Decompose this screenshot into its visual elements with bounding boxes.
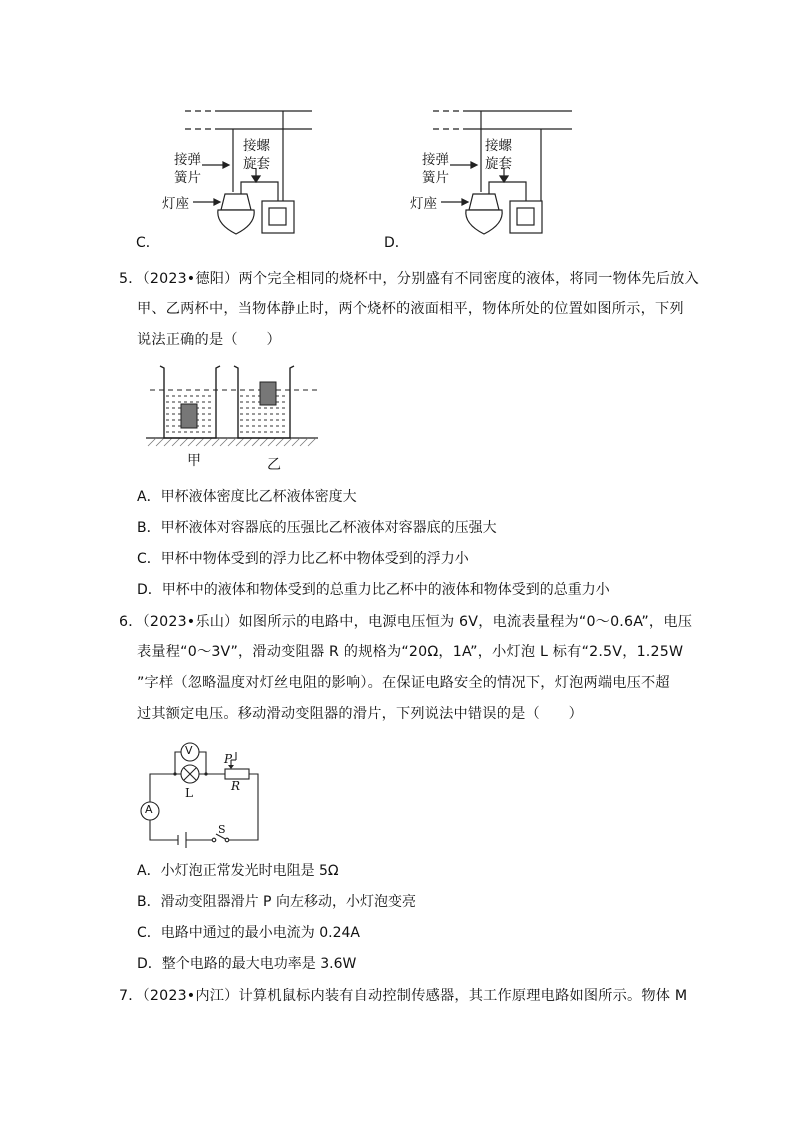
- wiring-diagram-d: [378, 100, 578, 250]
- q6-line-2: 表量程“0～3V”，滑动变阻器 R 的规格为“20Ω，1A”，小灯泡 L 标有“2.5V，1.25W: [137, 644, 684, 660]
- q6-option-d: D．整个电路的最大电功率是 3.6W: [137, 956, 357, 972]
- voltmeter-label: V: [185, 744, 193, 757]
- beakers-diagram: [142, 360, 322, 455]
- q5-option-a: A．甲杯液体密度比乙杯液体密度大: [137, 489, 357, 505]
- slider-label: P: [224, 752, 233, 766]
- option-d-label: D．: [384, 235, 409, 251]
- q6-option-a: A．小灯泡正常发光时电阻是 5Ω: [137, 863, 339, 879]
- spring-label-d-2: 簧片: [422, 170, 449, 186]
- spring-label-d-1: 接弹: [422, 152, 449, 168]
- diagram-c: [130, 100, 330, 250]
- spring-label-c-1: 接弹: [174, 152, 201, 168]
- socket-label-d: 灯座: [410, 196, 437, 212]
- switch-label: S: [218, 823, 226, 836]
- circuit-diagram: [130, 734, 270, 849]
- screw-label-d-2: 旋套: [485, 156, 512, 172]
- q6-option-b: B．滑动变阻器滑片 P 向左移动，小灯泡变亮: [137, 894, 416, 910]
- diagram-d: [378, 100, 578, 250]
- q6-line-3: ”字样（忽略温度对灯丝电阻的影响）。在保证电路安全的情况下，灯泡两端电压不超: [137, 675, 670, 691]
- socket-label-c: 灯座: [162, 196, 189, 212]
- q6-option-c: C．电路中通过的最小电流为 0.24A: [137, 925, 360, 941]
- beakers-figure: [142, 360, 322, 455]
- q5-option-c: C．甲杯中物体受到的浮力比乙杯中物体受到的浮力小: [137, 551, 469, 567]
- circuit-figure: [130, 734, 270, 849]
- beaker-right-label: 乙: [267, 457, 281, 473]
- q5-option-d: D．甲杯中的液体和物体受到的总重力比乙杯中的液体和物体受到的总重力小: [137, 582, 610, 598]
- q5-line-2: 甲、乙两杯中，当物体静止时，两个烧杯的液面相平，物体所处的位置如图所示，下列: [137, 301, 684, 317]
- q5-option-b: B．甲杯液体对容器底的压强比乙杯液体对容器底的压强大: [137, 520, 497, 536]
- rheostat-label: R: [231, 779, 241, 793]
- spring-label-c-2: 簧片: [174, 170, 201, 186]
- q7-line-1: 7．（2023•内江）计算机鼠标内装有自动控制传感器，其工作原理电路如图所示。物体 M: [119, 988, 688, 1004]
- beaker-left-label: 甲: [187, 453, 201, 469]
- q5-line-1: 5．（2023•德阳）两个完全相同的烧杯中，分别盛有不同密度的液体，将同一物体先后放入: [119, 271, 699, 287]
- q5-line-3: 说法正确的是（ ）: [137, 332, 281, 348]
- screw-label-d-1: 接螺: [485, 138, 512, 154]
- screw-label-c-1: 接螺: [243, 138, 270, 154]
- q6-line-4: 过其额定电压。移动滑动变阻器的滑片，下列说法中错误的是（ ）: [137, 706, 584, 722]
- lamp-label: L: [185, 786, 193, 800]
- q6-line-1: 6．（2023•乐山）如图所示的电路中，电源电压恒为 6V，电流表量程为“0～0.6A”，电压: [119, 614, 693, 630]
- screw-label-c-2: 旋套: [243, 156, 270, 172]
- wiring-diagram-c: [130, 100, 330, 250]
- ammeter-label: A: [145, 803, 153, 816]
- option-c-label: C．: [136, 235, 160, 251]
